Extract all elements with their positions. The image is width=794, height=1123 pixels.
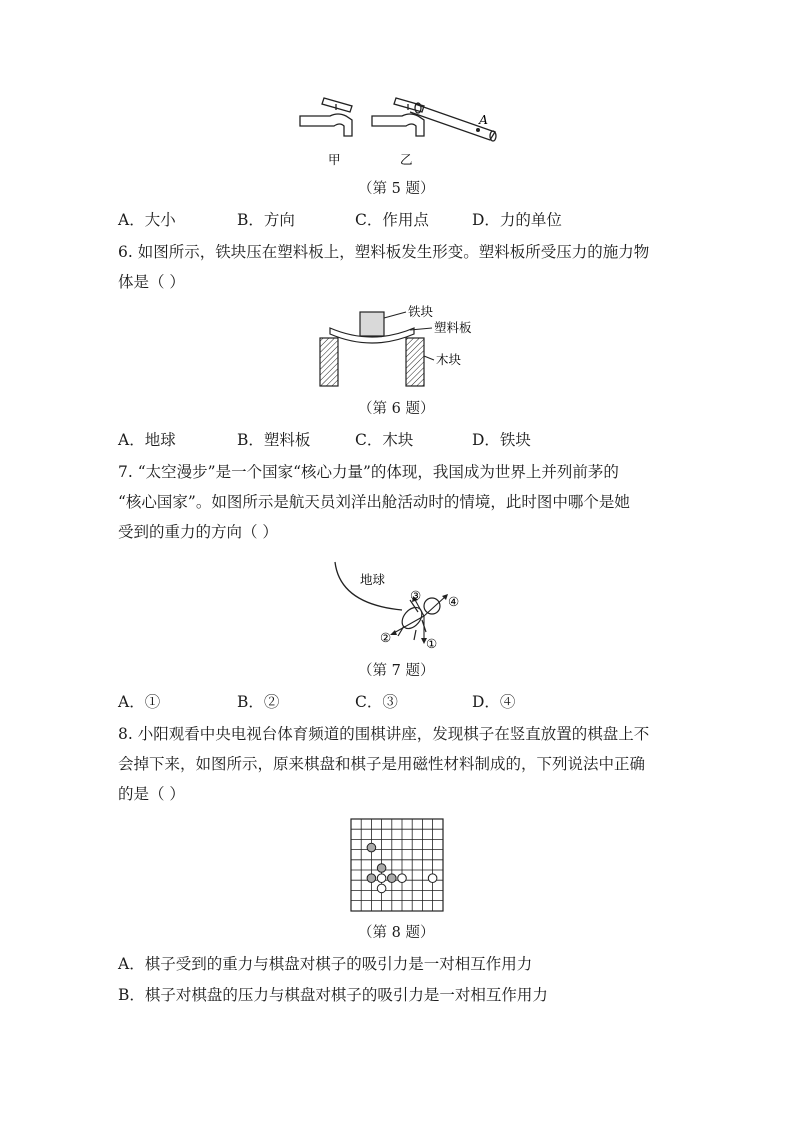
q8-stem-line3: 的是（ ） [118,785,185,803]
q8-stem-line2: 会掉下来，如图所示，原来棋盘和棋子是用磁性材料制成的，下列说法中正确 [118,755,646,773]
label-wood: 木块 [436,352,462,367]
label-plastic: 塑料板 [434,320,472,335]
go-stone [367,874,376,883]
q5-option-c[interactable]: C．作用点 [355,211,429,229]
q5-option-a[interactable]: A．大小 [118,211,176,229]
go-board [350,818,446,914]
q6-caption: （第 6 题） [358,401,435,417]
q6-option-a[interactable]: A．地球 [118,431,176,449]
q7-figure [330,560,470,656]
iron-block [360,312,384,336]
arrow-label-2: ② [380,630,392,645]
go-stone [428,874,437,883]
q8-option-b[interactable]: B．棋子对棋盘的压力与棋盘对棋子的吸引力是一对相互作用力 [118,986,548,1004]
go-stone [367,843,376,852]
q5-option-b[interactable]: B．方向 [237,211,295,229]
go-stone [377,884,386,893]
plate-diagram [310,300,490,392]
q7-option-b[interactable]: B．② [237,693,280,711]
label-a: A [479,112,489,127]
q7-stem-line2: “核心国家”。如图所示是航天员刘洋出舱活动时的情境，此时图中哪个是她 [118,493,630,511]
q7-stem-line3: 受到的重力的方向（ ） [118,523,278,541]
q7-option-d[interactable]: D．④ [472,693,516,711]
q7-caption: （第 7 题） [358,663,435,679]
wood-block-right [406,338,424,386]
q6-option-d[interactable]: D．铁块 [472,431,531,449]
go-stone [388,874,397,883]
wood-block-left [320,338,338,386]
arrow-label-1: ① [426,636,438,651]
go-stone [377,864,386,873]
label-iron: 铁块 [408,304,434,319]
label-yi: 乙 [400,152,413,167]
q5-figure [290,92,510,172]
q6-option-c[interactable]: C．木块 [355,431,414,449]
q6-option-b[interactable]: B．塑料板 [237,431,311,449]
astronaut-diagram [330,560,470,656]
go-stone [377,874,386,883]
q7-stem-line1: 7. “太空漫步”是一个国家“核心力量”的体现，我国成为世界上并列前茅的 [118,463,619,481]
q5-caption: （第 5 题） [358,181,435,197]
label-earth: 地球 [360,572,386,587]
q8-caption: （第 8 题） [358,925,435,941]
q6-stem-line1: 6. 如图所示，铁块压在塑料板上，塑料板发生形变。塑料板所受压力的施力物 [118,243,650,261]
arrow-label-3: ③ [410,588,422,603]
arrow-label-4: ④ [448,594,460,609]
q7-option-a[interactable]: A．① [118,693,161,711]
q8-stem-line1: 8. 小阳观看中央电视台体育频道的围棋讲座，发现棋子在竖直放置的棋盘上不 [118,725,650,743]
go-stone [398,874,407,883]
q8-option-a[interactable]: A．棋子受到的重力与棋盘对棋子的吸引力是一对相互作用力 [118,955,533,973]
label-jia: 甲 [328,152,341,167]
q8-figure [350,818,446,914]
q7-option-c[interactable]: C．③ [355,693,398,711]
q5-option-d[interactable]: D．力的单位 [472,211,562,229]
faucet-diagram [290,92,510,172]
q6-figure [310,300,490,392]
q6-stem-line2: 体是（ ） [118,273,185,291]
